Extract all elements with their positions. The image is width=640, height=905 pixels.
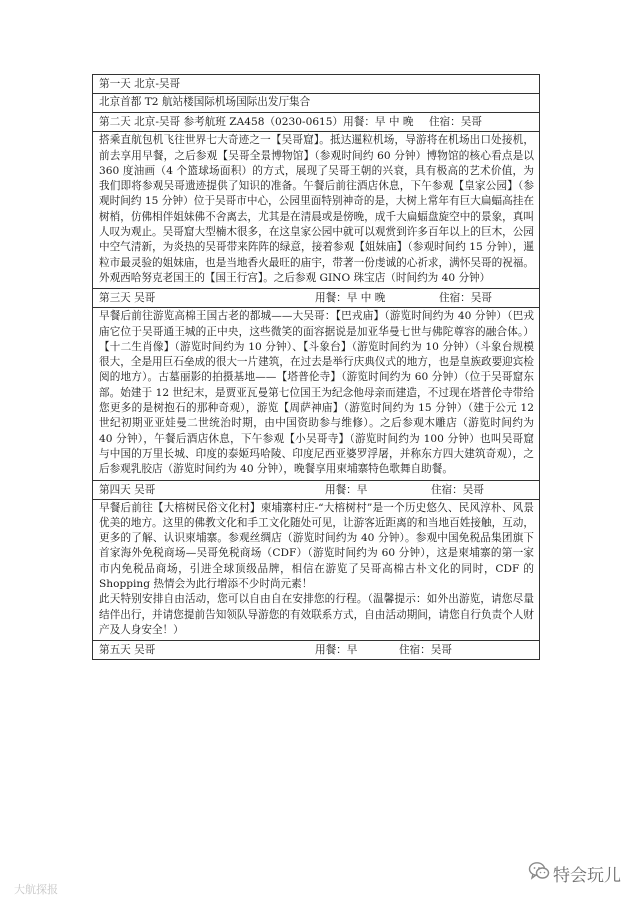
itinerary-table xyxy=(92,74,540,660)
day1-details xyxy=(93,94,539,113)
day3-header xyxy=(93,289,539,308)
day2-title: 第二天 北京-吴哥 参考航班 ZA458（0230-0615）用餐：早 中 晚 xyxy=(99,116,414,129)
day4-title: 第四天 吴哥 xyxy=(99,483,156,496)
day4-lodging: 住宿：吴哥 xyxy=(431,483,484,496)
day2-header xyxy=(93,113,539,132)
day5-title: 第五天 吴哥 xyxy=(99,644,156,657)
corner-watermark: 大航探报 xyxy=(14,883,58,896)
day1-title: 第一天 北京-吴哥 xyxy=(99,78,181,90)
day4-text: 早餐后前往【大榕树民俗文化村】柬埔寨村庄-“大榕树村”是一个历史悠久、民风淳朴、风景优美的地方。这里的佛教文化和手工文化随处可见，让游客近距离的和当地百姓接触，互动，更多的了解、认识柬埔寨。参观丝绸店（游览时间约为 40 分钟）。参观中国免税品集团旗下首家海外免税商场—吴哥免税商场（CDF）（游览时间约为 60 分钟），这是柬埔寨的第一家市内免税品商场，引进全球顶级品牌，相信在游览了吴哥高棉古朴文化的同时，CDF 的 Shopping 热情会为此行增添不少时尚元素！ xyxy=(99,501,534,591)
watermark-label: 特会玩儿 xyxy=(553,866,621,886)
day4-free-time-text: 此天特别安排自由活动，您可以自由自在安排您的行程。（温馨提示：如外出游览，请您尽量结伴出行，并请您提前告知领队导游您的有效联系方式，自由活动期间，请您自行负责个人财产及人身安全！） xyxy=(99,593,534,636)
day5-header xyxy=(93,641,539,659)
day3-details xyxy=(93,308,539,480)
day3-title: 第三天 吴哥 xyxy=(99,292,156,305)
day3-lodging: 住宿：吴哥 xyxy=(439,292,492,305)
day5-lodging: 住宿：吴哥 xyxy=(399,644,452,657)
day3-meals: 用餐：早 中 晚 xyxy=(315,292,386,305)
day4-header xyxy=(93,481,539,500)
day2-lodging: 住宿：吴哥 xyxy=(429,116,482,129)
day2-details xyxy=(93,132,539,289)
day1-text: 北京首都 T2 航站楼国际机场国际出发厅集合 xyxy=(99,96,311,108)
day4-details xyxy=(93,500,539,642)
day3-text: 早餐后前往游览高棉王国古老的都城——大吴哥：【巴戎庙】（游览时间约为 40 分钟）（巴戎庙它位于吴哥通王城的正中央，这些微笑的面容据说是加亚华曼七世与佛陀尊容的融合体。）【十二生肖像】（游览时间约为 10 分钟）、【斗象台】（游览时间约为 10 分钟）（斗象台规模很大，全是用巨石垒成的很大一片建筑，在过去是举行庆典仪式的地方，也是皇族政要迎宾检阅的地方）。古墓丽影的拍摄基地——【塔普伦寺】（游览时间约为 60 分钟）（位于吴哥窟东部。始建于 12 世纪末，是贾亚瓦曼第七位国王为纪念他母亲而建造，不过现在塔普伦寺带给您更多的是树抱石的那种奇观），游览【周萨神庙】（游览时间约为 15 分钟）（建于公元 12 世纪初期亚亚娃曼二世统治时期，由中国资助参与维修）。之后参观木雕店（游览时间约为 40 分钟），午餐后酒店休息，下午参观【小吴哥寺】（游览时间约为 100 分钟）也叫吴哥窟与中国的万里长城、印度的泰姬玛哈陵、印度尼西亚婆罗浮屠，并称东方四大建筑奇观），之后参观乳胶店（游览时间约为 40 分钟），晚餐享用柬埔寨特色歌舞自助餐。 xyxy=(99,310,534,476)
wechat-logo-icon xyxy=(528,860,550,882)
day1-header xyxy=(93,75,539,94)
day4-meals: 用餐：早 xyxy=(325,483,368,496)
day2-text: 搭乘直航包机飞往世界七大奇迹之一【吴哥窟】。抵达暹粒机场，导游将在机场出口处接机，前去享用早餐，之后参观【吴哥全景博物馆】（参观时间约 60 分钟）博物馆的核心看点是以 360 度油画（4 个篮球场面积）的方式，展现了吴哥王朝的兴衰，具有极高的艺术价值，为我们即将参观吴哥遗迹提供了知识的准备。午餐后前往酒店休息，下午参观【皇家公园】（参观时间约 15 分钟）位于吴哥市中心，公园里面特别神奇的是，大树上常年有巨大扁蝠高挂在树梢，仿佛相伴姐妹佛不舍离去，尤其是在清晨或是傍晚，成千大扁蝠盘旋空中的景象，真叫人叹为观止。吴哥窟大型楠木很多，在这皇家公园中就可以观赏到许多百年以上的巨木，公园中空气清新，为炎热的吴哥带来阵阵的绿意，接着参观【姐妹庙】（参观时间约 15 分钟），暹粒市最灵验的姐妹庙，也是当地香火最旺的庙宇，带著一份虔诚的心祈求，满怀吴哥的祝福。外观西哈努克老国王的【国王行宫】。之后参观 GINO 珠宝店（时间约为 40 分钟） xyxy=(99,134,534,284)
day5-meals: 用餐：早 xyxy=(315,644,358,657)
